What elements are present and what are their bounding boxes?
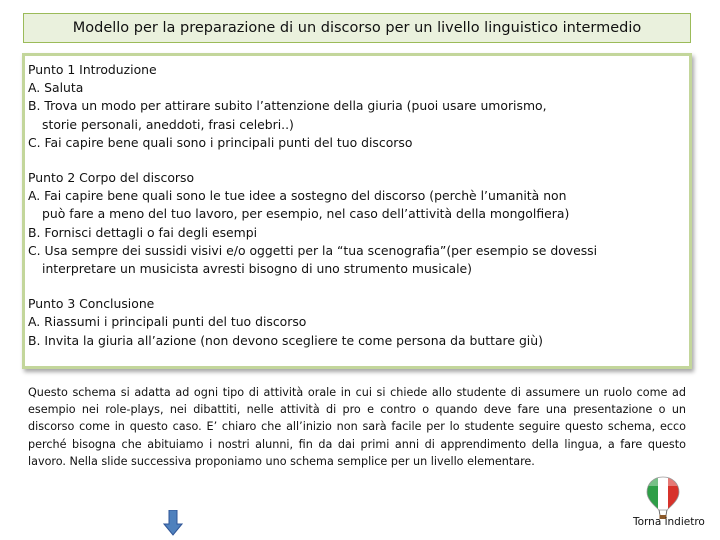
- section-line: A. Riassumi i principali punti del tuo discorso: [28, 314, 307, 330]
- section-heading: Punto 1 Introduzione: [28, 62, 157, 77]
- section-line: A. Saluta: [28, 80, 84, 96]
- slide-title-box: [23, 13, 691, 43]
- outline-box: [22, 53, 692, 369]
- back-link[interactable]: Torna indietro: [633, 516, 705, 528]
- hot-air-balloon-icon[interactable]: [645, 476, 681, 520]
- teacher-note: Questo schema si adatta ad ogni tipo di attività orale in cui si chiede allo studente di assumere un ruolo come ad esempio nei role-plays, nei dibattiti, nelle attività di pro e contro o quando deve fare una presentazione o un discorso come in questo caso. E’ chiaro che all’inizio non sarà facile per lo studente seguire questo schema, ecco perché bisogna che abituiamo i nostri alunni, fin da dai primi anni di apprendimento della lingua, a fare questo lavoro. Nella slide successiva proponiamo uno schema semplice per un livello elementare.: [28, 386, 686, 468]
- slide-title: Modello per la preparazione di un discorso per un livello linguistico intermedio: [72, 20, 642, 36]
- section-line: C. Fai capire bene quali sono i principali punti del tuo discorso: [28, 134, 413, 150]
- down-arrow-icon[interactable]: [163, 510, 183, 536]
- section-line: interpretare un musicista avresti bisogno di uno strumento musicale): [42, 261, 473, 277]
- section-line: storie personali, aneddoti, frasi celebri..): [42, 116, 294, 132]
- section-line: C. Usa sempre dei sussidi visivi e/o oggetti per la “tua scenografia”(per esempio se dovessi: [28, 242, 598, 258]
- section-line: B. Invita la giuria all’azione (non devono scegliere te come persona da buttare giù): [28, 332, 543, 348]
- section-heading: Punto 2 Corpo del discorso: [28, 170, 195, 186]
- section-line: può fare a meno del tuo lavoro, per esempio, nel caso dell’attività della mongolfiera): [42, 206, 570, 222]
- section-line: B. Fornisci dettagli o fai degli esempi: [28, 224, 258, 240]
- section-introduzione: [28, 61, 689, 152]
- section-conclusione: [28, 295, 689, 350]
- section-corpo: [28, 169, 689, 278]
- section-line: A. Fai capire bene quali sono le tue idee a sostegno del discorso (perchè l’umanità non: [28, 188, 567, 204]
- section-heading: Punto 3 Conclusione: [28, 296, 155, 312]
- section-line: B. Trova un modo per attirare subito l’attenzione della giuria (puoi usare umorismo,: [28, 98, 547, 114]
